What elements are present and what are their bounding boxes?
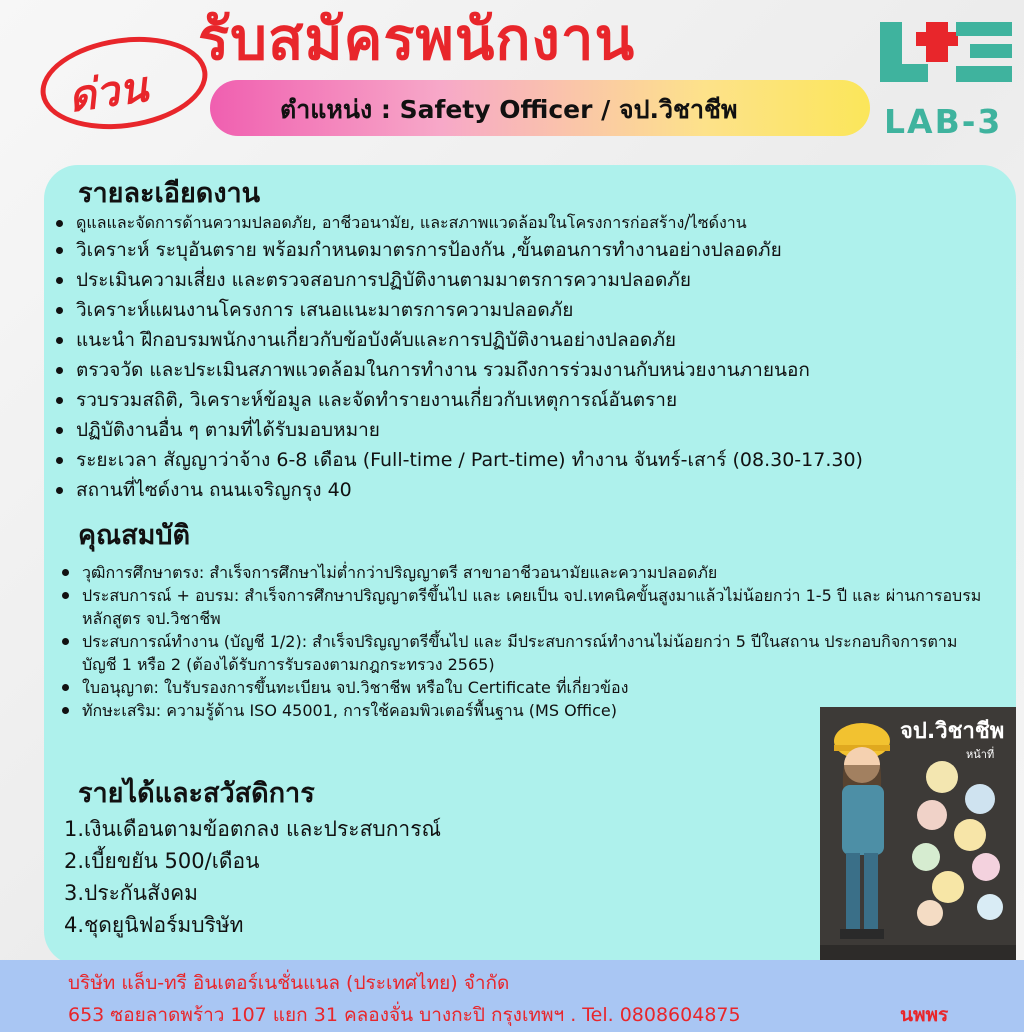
benefit-item: 2.เบี้ยขยัน 500/เดือน xyxy=(64,849,260,873)
duty-item: วิเคราะห์ ระบุอันตราย พร้อมกำหนดมาตรการป้องกัน ,ขั้นตอนการทำงานอย่างปลอดภัย xyxy=(54,235,863,265)
duties-list xyxy=(54,211,863,505)
benefit-item: 4.ชุดยูนิฟอร์มบริษัท xyxy=(64,913,244,937)
company-name: บริษัท แล็บ-ทรี อินเตอร์เนชั่นแนล (ประเทศไทย) จำกัด xyxy=(68,972,510,994)
company-logo xyxy=(878,20,1018,140)
company-address: 653 ซอยลาดพร้าว 107 แยก 31 คลองจั่น บางกะปิ กรุงเทพฯ . Tel. 0808604875 xyxy=(68,1004,741,1026)
duty-item: ประเมินความเสี่ยง และตรวจสอบการปฏิบัติงานตามมาตรการความปลอดภัย xyxy=(54,265,863,295)
benefits-title: รายได้และสวัสดิการ xyxy=(78,778,315,809)
lab3-logo-icon xyxy=(878,20,1018,100)
footer-bar xyxy=(0,960,1024,1032)
benefit-item: 1.เงินเดือนตามข้อตกลง และประสบการณ์ xyxy=(64,817,441,841)
headline-recruiting: รับสมัครพนักงาน xyxy=(198,5,636,73)
contact-name: นพพร xyxy=(900,1004,949,1026)
qualification-item: ประสบการณ์ทำงาน (บัญชี 1/2): สำเร็จปริญญาตรีขึ้นไป และ มีประสบการณ์ทำงานไม่น้อยกว่า 5 ปีในสถาน ประกอบกิจการตามบัญชี 1 หรือ 2 (ต้องได้รับการรับรองตามกฎกระทรวง 2565) xyxy=(60,630,982,676)
qualification-item: ใบอนุญาต: ใบรับรองการขึ้นทะเบียน จป.วิชาชีพ หรือใบ Certificate ที่เกี่ยวข้อง xyxy=(60,676,982,699)
duty-item: แนะนำ ฝึกอบรมพนักงานเกี่ยวกับข้อบังคับและการปฏิบัติงานอย่างปลอดภัย xyxy=(54,325,863,355)
safety-officer-illustration-icon xyxy=(820,707,1016,960)
qualification-item: ทักษะเสริม: ความรู้ด้าน ISO 45001, การใช้คอมพิวเตอร์พื้นฐาน (MS Office) xyxy=(60,699,982,722)
position-banner xyxy=(210,80,870,136)
safety-officer-poster xyxy=(820,707,1016,960)
benefits-list xyxy=(64,813,441,941)
duties-title: รายละเอียดงาน xyxy=(78,178,261,209)
duty-item: วิเคราะห์แผนงานโครงการ เสนอแนะมาตรการความปลอดภัย xyxy=(54,295,863,325)
duty-item: ปฏิบัติงานอื่น ๆ ตามที่ได้รับมอบหมาย xyxy=(54,415,863,445)
urgent-label: ด่วน xyxy=(65,62,151,122)
position-title: ตำแหน่ง : Safety Officer / จป.วิชาชีพ xyxy=(280,95,738,124)
duty-item: ดูแลและจัดการด้านความปลอดภัย, อาชีวอนามัย, และสภาพแวดล้อมในโครงการก่อสร้าง/ไซด์งาน xyxy=(54,211,863,235)
qualification-item: ประสบการณ์ + อบรม: สำเร็จการศึกษาปริญญาตรีขึ้นไป และ เคยเป็น จป.เทคนิคขั้นสูงมาแล้วไม่น้อยกว่า 1-5 ปี และ ผ่านการอบรมหลักสูตร จป.วิชาชีพ xyxy=(60,584,982,630)
qualifications-list xyxy=(60,561,982,722)
duty-item: สถานที่ไซด์งาน ถนนเจริญกรุง 40 xyxy=(54,475,863,505)
duty-item: ตรวจวัด และประเมินสภาพแวดล้อมในการทำงาน รวมถึงการร่วมงานกับหน่วยงานภายนอก xyxy=(54,355,863,385)
duty-item: ระยะเวลา สัญญาว่าจ้าง 6-8 เดือน (Full-time / Part-time) ทำงาน จันทร์-เสาร์ (08.30-17.30) xyxy=(54,445,863,475)
qualifications-title: คุณสมบัติ xyxy=(78,520,191,551)
logo-text: LAB-3 xyxy=(884,102,1003,141)
poster-subtitle: หน้าที่ xyxy=(966,748,995,761)
benefit-item: 3.ประกันสังคม xyxy=(64,881,198,905)
qualification-item: วุฒิการศึกษาตรง: สำเร็จการศึกษาไม่ต่ำกว่าปริญญาตรี สาขาอาชีวอนามัยและความปลอดภัย xyxy=(60,561,982,584)
poster-title: จป.วิชาชีพ xyxy=(900,719,1005,744)
duty-item: รวบรวมสถิติ, วิเคราะห์ข้อมูล และจัดทำรายงานเกี่ยวกับเหตุการณ์อันตราย xyxy=(54,385,863,415)
